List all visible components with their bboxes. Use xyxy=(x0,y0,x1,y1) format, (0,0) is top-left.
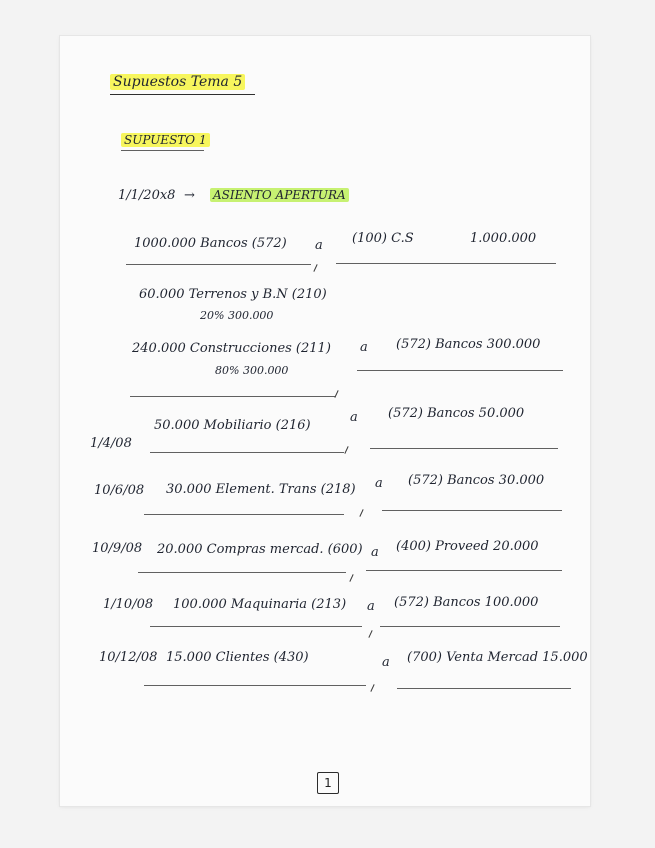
separator-tick xyxy=(349,574,353,582)
entry-date: 1/1/20x8 xyxy=(118,188,176,203)
entry-left: 50.000 Mobiliario (216) xyxy=(154,418,311,433)
entry-date: 1/4/08 xyxy=(90,436,132,451)
document-subtitle: SUPUESTO 1 xyxy=(121,132,210,148)
separator xyxy=(150,626,362,627)
entry-right-amount: 1.000.000 xyxy=(470,231,537,246)
separator xyxy=(144,685,366,686)
entry-left: 1000.000 Bancos (572) xyxy=(134,236,287,251)
entry-detail: 80% 300.000 xyxy=(215,364,289,377)
separator-tick xyxy=(359,509,363,517)
entry-connector: a xyxy=(350,410,358,425)
entry-right: (572) Bancos 300.000 xyxy=(396,337,541,352)
entry-right: (572) Bancos 100.000 xyxy=(394,595,539,610)
entry-label: ASIENTO APERTURA xyxy=(210,187,349,203)
entry-left: 60.000 Terrenos y B.N (210) xyxy=(139,287,327,302)
separator-tick xyxy=(313,264,317,272)
separator xyxy=(144,514,344,515)
subtitle-underline xyxy=(121,150,204,151)
separator xyxy=(357,370,563,371)
entry-right: (100) C.S xyxy=(352,231,414,246)
separator xyxy=(336,263,556,264)
entry-right: (400) Proveed 20.000 xyxy=(396,539,539,554)
entry-date: 10/12/08 xyxy=(99,650,158,665)
separator-tick xyxy=(334,390,338,398)
page-number: 1 xyxy=(317,772,339,794)
separator xyxy=(130,396,335,397)
entry-right: (700) Venta Mercad 15.000 xyxy=(407,650,588,665)
entry-connector: a xyxy=(382,655,390,670)
entry-connector: a xyxy=(360,340,368,355)
separator xyxy=(150,452,344,453)
separator xyxy=(138,572,346,573)
separator xyxy=(397,688,571,689)
entry-left: 20.000 Compras mercad. (600) xyxy=(157,542,363,557)
entry-left: 15.000 Clientes (430) xyxy=(166,650,309,665)
document-title: Supuestos Tema 5 xyxy=(110,74,245,90)
separator xyxy=(380,626,560,627)
entry-connector: a xyxy=(375,476,383,491)
entry-date: 10/9/08 xyxy=(92,541,143,556)
arrow: → xyxy=(184,188,195,203)
separator-tick xyxy=(368,630,372,638)
separator-tick xyxy=(344,446,348,454)
notebook-page xyxy=(60,36,590,806)
entry-right: (572) Bancos 50.000 xyxy=(388,406,525,421)
entry-connector: a xyxy=(315,238,323,253)
entry-left: 100.000 Maquinaria (213) xyxy=(173,597,347,612)
separator xyxy=(382,510,562,511)
entry-date: 10/6/08 xyxy=(94,483,145,498)
entry-connector: a xyxy=(371,545,379,560)
separator xyxy=(126,264,311,265)
entry-date: 1/10/08 xyxy=(103,597,154,612)
entry-detail: 20% 300.000 xyxy=(200,309,274,322)
separator xyxy=(366,570,562,571)
entry-left: 240.000 Construcciones (211) xyxy=(132,341,331,356)
entry-left: 30.000 Element. Trans (218) xyxy=(166,482,356,497)
entry-right: (572) Bancos 30.000 xyxy=(408,473,545,488)
separator-tick xyxy=(370,684,374,692)
entry-connector: a xyxy=(367,599,375,614)
separator xyxy=(370,448,558,449)
title-underline xyxy=(110,94,255,95)
